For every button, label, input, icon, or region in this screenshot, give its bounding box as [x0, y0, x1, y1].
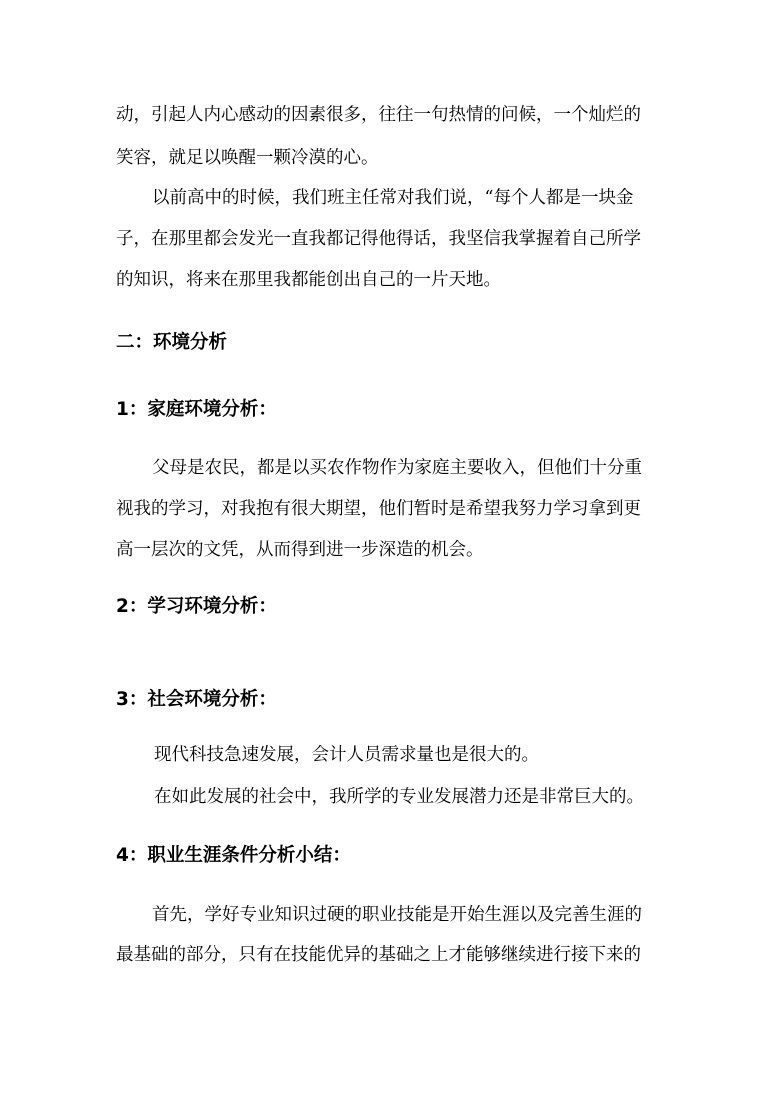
paragraph-line: 父母是农民，都是以买农作物作为家庭主要收入，但他们十分重: [152, 458, 642, 478]
paragraph-line: 视我的学习，对我抱有很大期望，他们暂时是希望我努力学习拿到更: [116, 499, 641, 519]
subsection-heading-study: 2：学习环境分析：: [116, 596, 277, 617]
subsection-heading-summary: 4：职业生涯条件分析小结：: [116, 845, 351, 866]
paragraph-line: 以前高中的时候，我们班主任常对我们说，“每个人都是一块金: [152, 188, 634, 208]
paragraph-line: 最基础的部分，只有在技能优异的基础之上才能够继续进行接下来的: [116, 945, 641, 965]
section-heading: 二：环境分析: [116, 332, 228, 353]
paragraph-line: 在如此发展的社会中，我所学的专业发展潜力还是非常巨大的。: [154, 787, 644, 807]
paragraph-line: 的知识，将来在那里我都能创出自己的一片天地。: [116, 270, 501, 290]
paragraph-line: 笑容，就足以唤醒一颗冷漠的心。: [116, 148, 379, 168]
paragraph-line: 现代科技急速发展，会计人员需求量也是很大的。: [154, 745, 539, 765]
paragraph-line: 子，在那里都会发光一直我都记得他得话，我坚信我掌握着自己所学: [116, 229, 641, 249]
subsection-heading-family: 1：家庭环境分析：: [116, 399, 277, 420]
paragraph-line: 高一层次的文凭，从而得到进一步深造的机会。: [116, 540, 484, 560]
paragraph-line: 动，引起人内心感动的因素很多，往往一句热情的问候，一个灿烂的: [116, 105, 641, 125]
paragraph-line: 首先，学好专业知识过硬的职业技能是开始生涯以及完善生涯的: [152, 905, 642, 925]
subsection-heading-society: 3：社会环境分析：: [116, 689, 277, 710]
